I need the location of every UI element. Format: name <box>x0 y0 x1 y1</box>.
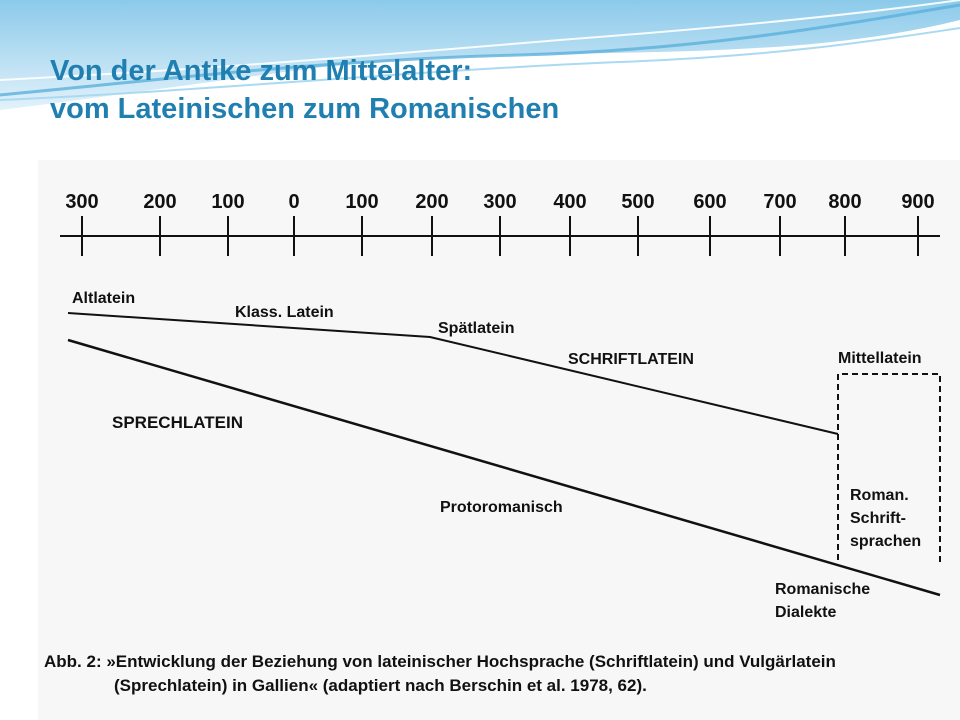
timeline-tick-label: 100 <box>345 191 379 213</box>
label-spaetlatein: Spätlatein <box>438 320 515 337</box>
timeline-tick-label: 200 <box>415 191 449 213</box>
timeline-tick-label: 100 <box>211 191 245 213</box>
timeline-tick-label: 200 <box>143 191 177 213</box>
timeline-tick-label: 800 <box>828 191 862 213</box>
slide-title-line1: Von der Antike zum Mittelalter: <box>50 55 473 87</box>
timeline-tick-label: 900 <box>901 191 935 213</box>
label-protoromanisch: Protoromanisch <box>440 499 563 516</box>
label-sprechlatein: SPRECHLATEIN <box>112 413 243 432</box>
label-schriftlatein: SCHRIFTLATEIN <box>568 351 694 368</box>
timeline-tick-label: 500 <box>621 191 655 213</box>
figure-caption <box>44 650 944 698</box>
timeline-tick-label: 600 <box>693 191 727 213</box>
label-roman-schrift-3: sprachen <box>850 533 922 550</box>
timeline-tick-label: 300 <box>483 191 517 213</box>
label-mittellatein: Mittellatein <box>838 350 922 367</box>
label-romanische-2: Dialekte <box>775 604 837 621</box>
timeline-tick-label: 700 <box>763 191 797 213</box>
timeline-ticks <box>65 191 934 256</box>
sprechlatein-line <box>68 340 940 595</box>
caption-line2: (Sprechlatein) in Gallien« (adaptiert nach Berschin et al. 1978, 62). <box>114 676 647 695</box>
timeline-tick-label: 0 <box>288 191 300 213</box>
label-roman-schrift-1: Roman. <box>850 487 909 504</box>
timeline-tick-label: 300 <box>65 191 99 213</box>
label-romanische-1: Romanische <box>775 581 871 598</box>
label-altlatein: Altlatein <box>72 290 136 307</box>
timeline-tick-label: 400 <box>553 191 587 213</box>
label-klass-latein: Klass. Latein <box>235 304 334 321</box>
caption-line1: Abb. 2: »Entwicklung der Beziehung von lateinischer Hochsprache (Schriftlatein) und Vulgärlatein <box>44 652 836 671</box>
slide-title-line2: vom Lateinischen zum Romanischen <box>50 93 560 125</box>
label-roman-schrift-2: Schrift- <box>850 510 906 527</box>
